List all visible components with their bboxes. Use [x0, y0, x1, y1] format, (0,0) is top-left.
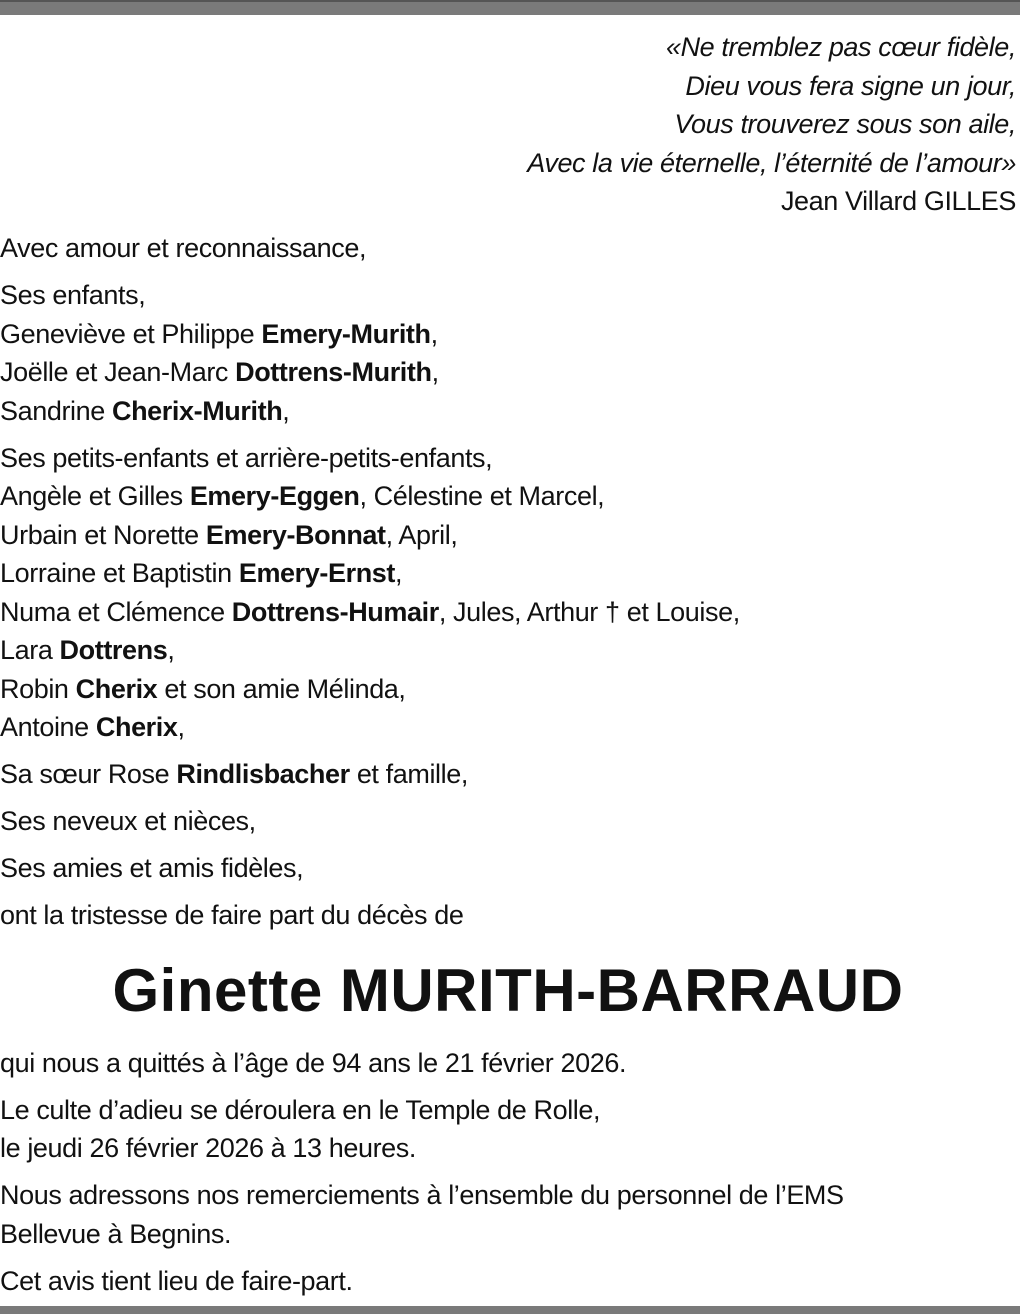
- family-name: Dottrens: [59, 635, 168, 665]
- paragraph: [0, 849, 1016, 888]
- family-name: Cherix: [95, 712, 178, 742]
- text-line: [0, 1176, 1016, 1215]
- paragraph: [0, 1262, 1016, 1301]
- paragraph: [0, 896, 1016, 935]
- text-segment: Sa sœur Rose: [0, 759, 177, 789]
- text-segment: Numa et Clémence: [0, 596, 232, 627]
- text-line: [0, 802, 1016, 841]
- family-name: Emery-Murith: [261, 318, 431, 349]
- text-line: [0, 593, 1016, 632]
- text-line: [0, 315, 1016, 354]
- family-name: Dottrens-Murith: [235, 357, 432, 387]
- quote-line: Avec la vie éternelle, l’éternité de l’amour»: [527, 147, 1016, 178]
- text-segment: ont la tristesse de faire part du décès de: [0, 900, 464, 930]
- text-segment: Angèle et Gilles: [0, 481, 190, 511]
- text-line: [0, 477, 1016, 516]
- quote-line: Vous trouverez sous son aile,: [674, 109, 1016, 139]
- text-segment: Lara: [0, 635, 60, 665]
- text-segment: qui nous a quittés à l’âge de 94 ans le 21 février 2026.: [0, 1047, 627, 1078]
- funeral-details: [0, 1044, 1016, 1301]
- text-line: [0, 516, 1016, 555]
- text-segment: Bellevue à Begnins.: [0, 1218, 232, 1249]
- text-segment: le jeudi 26 février 2026 à 13 heures.: [0, 1133, 416, 1163]
- text-line: [0, 439, 1016, 478]
- text-segment: ,: [282, 395, 290, 426]
- text-segment: Le culte d’adieu se déroulera en le Temple de Rolle,: [0, 1094, 601, 1125]
- text-segment: Antoine: [0, 712, 96, 742]
- quote-author: Jean Villard GILLES: [780, 186, 1016, 216]
- text-line: [0, 276, 1016, 315]
- text-segment: et son amie Mélinda,: [157, 673, 406, 704]
- paragraph: [0, 276, 1016, 430]
- text-line: [0, 392, 1016, 431]
- text-segment: , April,: [385, 519, 458, 550]
- text-line: [0, 896, 1016, 935]
- paragraph: [0, 802, 1016, 841]
- text-line: [0, 1215, 1016, 1254]
- text-segment: Ses amies et amis fidèles,: [0, 853, 304, 883]
- text-line: [0, 1262, 1016, 1301]
- family-name: Rindlisbacher: [176, 759, 350, 789]
- family-name: Dottrens-Humair: [231, 596, 439, 627]
- text-segment: ,: [431, 357, 439, 387]
- family-name: Emery-Ernst: [238, 558, 396, 588]
- text-segment: Lorraine et Baptistin: [0, 558, 239, 588]
- text-segment: Nous adressons nos remerciements à l’ensemble du personnel de l’EMS: [0, 1180, 844, 1210]
- paragraph: [0, 439, 1016, 747]
- text-segment: , Célestine et Marcel,: [359, 481, 605, 511]
- paragraph: [0, 755, 1016, 794]
- family-list: [0, 229, 1016, 935]
- text-segment: Urbain et Norette: [0, 519, 206, 550]
- text-segment: et famille,: [349, 759, 468, 789]
- text-line: [0, 353, 1016, 392]
- paragraph: [0, 229, 1016, 268]
- bottom-rule: [0, 1306, 1020, 1314]
- obituary-notice: [0, 28, 1016, 1300]
- text-line: [0, 631, 1016, 670]
- text-segment: ,: [177, 712, 185, 742]
- text-line: [0, 229, 1016, 268]
- paragraph: [0, 1044, 1016, 1083]
- text-line: [0, 1091, 1016, 1130]
- quote-line: Dieu vous fera signe un jour,: [685, 70, 1016, 101]
- text-line: [0, 1129, 1016, 1168]
- text-line: [0, 1044, 1016, 1083]
- epigraph-quote: [0, 28, 1016, 182]
- text-segment: Joëlle et Jean-Marc: [0, 357, 236, 387]
- family-name: Emery-Eggen: [189, 481, 360, 511]
- text-segment: Ses petits-enfants et arrière-petits-enfants,: [0, 442, 493, 473]
- text-segment: Ses neveux et nièces,: [0, 806, 256, 836]
- family-name: Cherix-Murith: [111, 395, 283, 426]
- text-segment: Cet avis tient lieu de faire-part.: [0, 1265, 353, 1296]
- quote-line: «Ne tremblez pas cœur fidèle,: [665, 32, 1016, 62]
- text-segment: Geneviève et Philippe: [0, 318, 262, 349]
- text-line: [0, 849, 1016, 888]
- text-segment: Sandrine: [0, 395, 112, 426]
- text-line: [0, 554, 1016, 593]
- paragraph: [0, 1091, 1016, 1168]
- family-name: Emery-Bonnat: [205, 519, 386, 550]
- text-segment: ,: [395, 558, 403, 588]
- top-rule: [0, 0, 1020, 15]
- text-segment: , Jules, Arthur † et Louise,: [438, 596, 740, 627]
- text-segment: Robin: [0, 673, 76, 704]
- text-segment: Ses enfants,: [0, 280, 146, 310]
- deceased-name: Ginette MURITH-BARRAUD: [112, 956, 904, 1024]
- text-line: [0, 670, 1016, 709]
- text-line: [0, 755, 1016, 794]
- family-name: Cherix: [75, 673, 158, 704]
- text-segment: ,: [430, 318, 438, 349]
- text-line: [0, 708, 1016, 747]
- paragraph: [0, 1176, 1016, 1253]
- text-segment: ,: [167, 635, 175, 665]
- text-segment: Avec amour et reconnaissance,: [0, 233, 367, 263]
